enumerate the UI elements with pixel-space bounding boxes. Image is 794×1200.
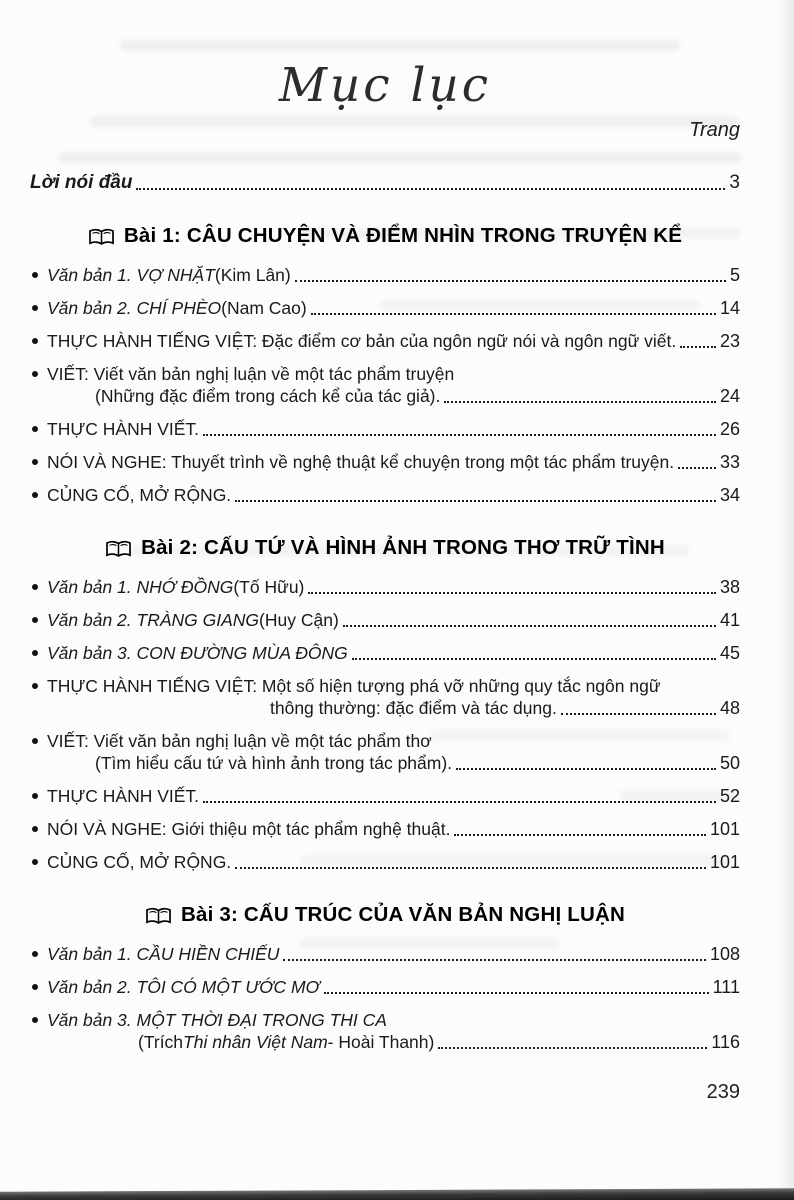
bullet-icon: [32, 492, 38, 498]
toc-entry: [30, 484, 740, 506]
dot-leader: [454, 834, 705, 836]
entry-line-continuation: [47, 752, 740, 774]
entry-page-number: 48: [719, 698, 740, 718]
page-bleedthrough: [120, 40, 680, 51]
entry-text: Văn bản 3. CON ĐƯỜNG MÙA ĐÔNG: [47, 643, 348, 663]
dot-leader: [283, 959, 706, 961]
entry-page-number: 38: [719, 577, 740, 597]
entry-page-number: 41: [719, 610, 740, 630]
entry-line: [47, 609, 740, 631]
entry-text: (Nam Cao): [221, 298, 307, 318]
bullet-icon: [32, 426, 38, 432]
dot-leader: [343, 625, 716, 627]
page-number: 239: [706, 1081, 740, 1103]
dot-leader: [311, 313, 716, 315]
toc-entry: [30, 609, 740, 631]
entry-page-number: 108: [709, 944, 740, 964]
toc-entry: [30, 264, 740, 286]
entry-page-number: 101: [709, 819, 740, 839]
entry-text: Văn bản 3. MỘT THỜI ĐẠI TRONG THI CA: [47, 1010, 387, 1030]
bullet-icon: [32, 738, 38, 744]
entry-line: [47, 576, 740, 598]
dot-leader: [561, 713, 716, 715]
section-heading-text: Bài 1: CÂU CHUYỆN VÀ ĐIỂM NHÌN TRONG TRUYỆN KỂ: [123, 224, 683, 247]
entry-text: Văn bản 2. TRÀNG GIANG: [47, 610, 260, 630]
page-edge-shadow: [778, 0, 794, 1200]
entry-line-continuation: [47, 697, 740, 719]
bullet-icon: [32, 984, 38, 990]
entry-page-number: 45: [719, 643, 740, 663]
bullet-icon: [32, 338, 38, 344]
entry-line: [47, 484, 740, 506]
entry-page-number: 24: [719, 386, 740, 406]
dot-leader: [203, 434, 716, 436]
toc-entry: [30, 330, 740, 352]
entry-line: [47, 976, 740, 998]
entry-line-continuation: [47, 385, 740, 407]
dot-leader: [295, 280, 726, 282]
toc-entry: [30, 451, 740, 473]
entry-line: [47, 418, 740, 440]
toc-entry: [30, 675, 740, 719]
entry-text: (Những đặc điểm trong cách kể của tác giả).: [95, 386, 441, 406]
dot-leader: [235, 867, 706, 869]
entry-line: [47, 943, 740, 965]
entry-page-number: 116: [711, 1032, 740, 1052]
entry-text: (Trích: [138, 1032, 184, 1052]
bullet-icon: [32, 826, 38, 832]
dot-leader: [203, 801, 716, 803]
bullet-icon: [32, 951, 38, 957]
toc-sections: [30, 224, 740, 1053]
page-title: Mục lục: [278, 58, 492, 113]
entry-text: NÓI VÀ NGHE: Giới thiệu một tác phẩm nghệ thuật.: [47, 819, 451, 839]
entry-page-number: 26: [719, 419, 740, 439]
entry-text: Thi nhân Việt Nam: [183, 1032, 328, 1052]
entry-text: (Kim Lân): [214, 265, 291, 285]
dot-leader: [308, 592, 716, 594]
entry-text: Văn bản 2. CHÍ PHÈO: [47, 298, 222, 318]
section-heading: [30, 903, 740, 927]
entry-line: [47, 730, 740, 752]
bullet-icon: [32, 584, 38, 590]
entry-line: [47, 297, 740, 319]
entry-line: [47, 451, 740, 473]
toc-entry: [30, 297, 740, 319]
toc-entry: [30, 851, 740, 873]
preface-page-number: 3: [729, 172, 740, 193]
bullet-icon: [32, 793, 38, 799]
preface-label: Lời nói đầu: [30, 172, 133, 193]
bullet-icon: [32, 272, 38, 278]
toc-entry: [30, 642, 740, 664]
bullet-icon: [32, 459, 38, 465]
toc-entry: [30, 1009, 740, 1053]
dot-leader: [456, 768, 716, 770]
entry-line: [47, 264, 740, 286]
dot-leader: [235, 500, 716, 502]
toc-entry: [30, 418, 740, 440]
open-book-icon: [88, 228, 115, 247]
entry-page-number: 5: [729, 265, 740, 285]
dot-leader: [324, 992, 709, 994]
preface-entry: [30, 172, 740, 194]
scan-edge-band: [0, 1188, 794, 1200]
entry-text: CỦNG CỐ, MỞ RỘNG.: [47, 852, 232, 872]
entry-text: THỰC HÀNH TIẾNG VIỆT: Đặc điểm cơ bản của ngôn ngữ nói và ngôn ngữ viết.: [47, 331, 677, 351]
bullet-icon: [32, 650, 38, 656]
entry-text: (Tố Hữu): [233, 577, 305, 597]
entry-text: CỦNG CỐ, MỞ RỘNG.: [47, 485, 232, 505]
entry-page-number: 52: [719, 786, 740, 806]
bullet-icon: [32, 683, 38, 689]
entry-text: Văn bản 1. NHỚ ĐỒNG: [47, 577, 234, 597]
entry-line: [47, 675, 740, 697]
entry-text: - Hoài Thanh): [327, 1032, 435, 1052]
entry-text: Văn bản 2. TÔI CÓ MỘT ƯỚC MƠ: [47, 977, 320, 997]
entry-text: Văn bản 1. CẦU HIỀN CHIẾU: [47, 944, 280, 964]
toc-entry: [30, 363, 740, 407]
section-heading: [30, 536, 740, 560]
section-heading-text: Bài 3: CẤU TRÚC CỦA VĂN BẢN NGHỊ LUẬN: [181, 903, 625, 926]
page-column-label: Trang: [689, 119, 740, 141]
entry-page-number: 34: [719, 485, 740, 505]
entry-text: THỰC HÀNH VIẾT.: [47, 786, 200, 806]
entry-text: VIẾT: Viết văn bản nghị luận về một tác phẩm thơ: [47, 731, 432, 751]
bullet-icon: [32, 859, 38, 865]
entry-line: [47, 785, 740, 807]
toc-entry: [30, 785, 740, 807]
entry-line: [47, 642, 740, 664]
toc-entry: [30, 730, 740, 774]
entry-page-number: 111: [712, 977, 740, 997]
bullet-icon: [32, 617, 38, 623]
entry-page-number: 14: [719, 298, 740, 318]
entry-line: [47, 818, 740, 840]
open-book-icon: [145, 907, 172, 926]
entry-text: THỰC HÀNH TIẾNG VIỆT: Một số hiện tượng phá vỡ những quy tắc ngôn ngữ: [47, 676, 661, 696]
toc-entry: [30, 943, 740, 965]
entry-text: (Tìm hiểu cấu tứ và hình ảnh trong tác phẩm).: [95, 753, 453, 773]
entry-page-number: 23: [719, 331, 740, 351]
entry-text: (Huy Cận): [259, 610, 339, 630]
entry-line-continuation: [47, 1031, 740, 1053]
section-heading: [30, 224, 740, 248]
entry-line: [47, 363, 740, 385]
entry-line: [47, 330, 740, 352]
bullet-icon: [32, 1017, 38, 1023]
entry-text: NÓI VÀ NGHE: Thuyết trình về nghệ thuật kể chuyện trong một tác phẩm truyện.: [47, 452, 675, 472]
entry-text: VIẾT: Viết văn bản nghị luận về một tác phẩm truyện: [47, 364, 455, 384]
dot-leader: [678, 467, 716, 469]
bullet-icon: [32, 305, 38, 311]
toc-entry: [30, 818, 740, 840]
entry-page-number: 33: [719, 452, 740, 472]
entry-text: thông thường: đặc điểm và tác dụng.: [270, 698, 557, 718]
section-heading-text: Bài 2: CẤU TỨ VÀ HÌNH ẢNH TRONG THƠ TRỮ TÌNH: [141, 536, 665, 559]
entry-text: Văn bản 1. VỢ NHẶT: [47, 265, 215, 285]
dot-leader: [444, 401, 716, 403]
open-book-icon: [105, 540, 132, 559]
dot-leader: [136, 188, 725, 190]
bullet-icon: [32, 371, 38, 377]
entry-page-number: 50: [719, 753, 740, 773]
dot-leader: [352, 658, 716, 660]
toc-entry: [30, 576, 740, 598]
entry-text: THỰC HÀNH VIẾT.: [47, 419, 200, 439]
dot-leader: [438, 1047, 707, 1049]
entry-line: [47, 851, 740, 873]
entry-page-number: 101: [709, 852, 740, 872]
dot-leader: [680, 346, 716, 348]
entry-line: [47, 1009, 740, 1031]
toc-entry: [30, 976, 740, 998]
